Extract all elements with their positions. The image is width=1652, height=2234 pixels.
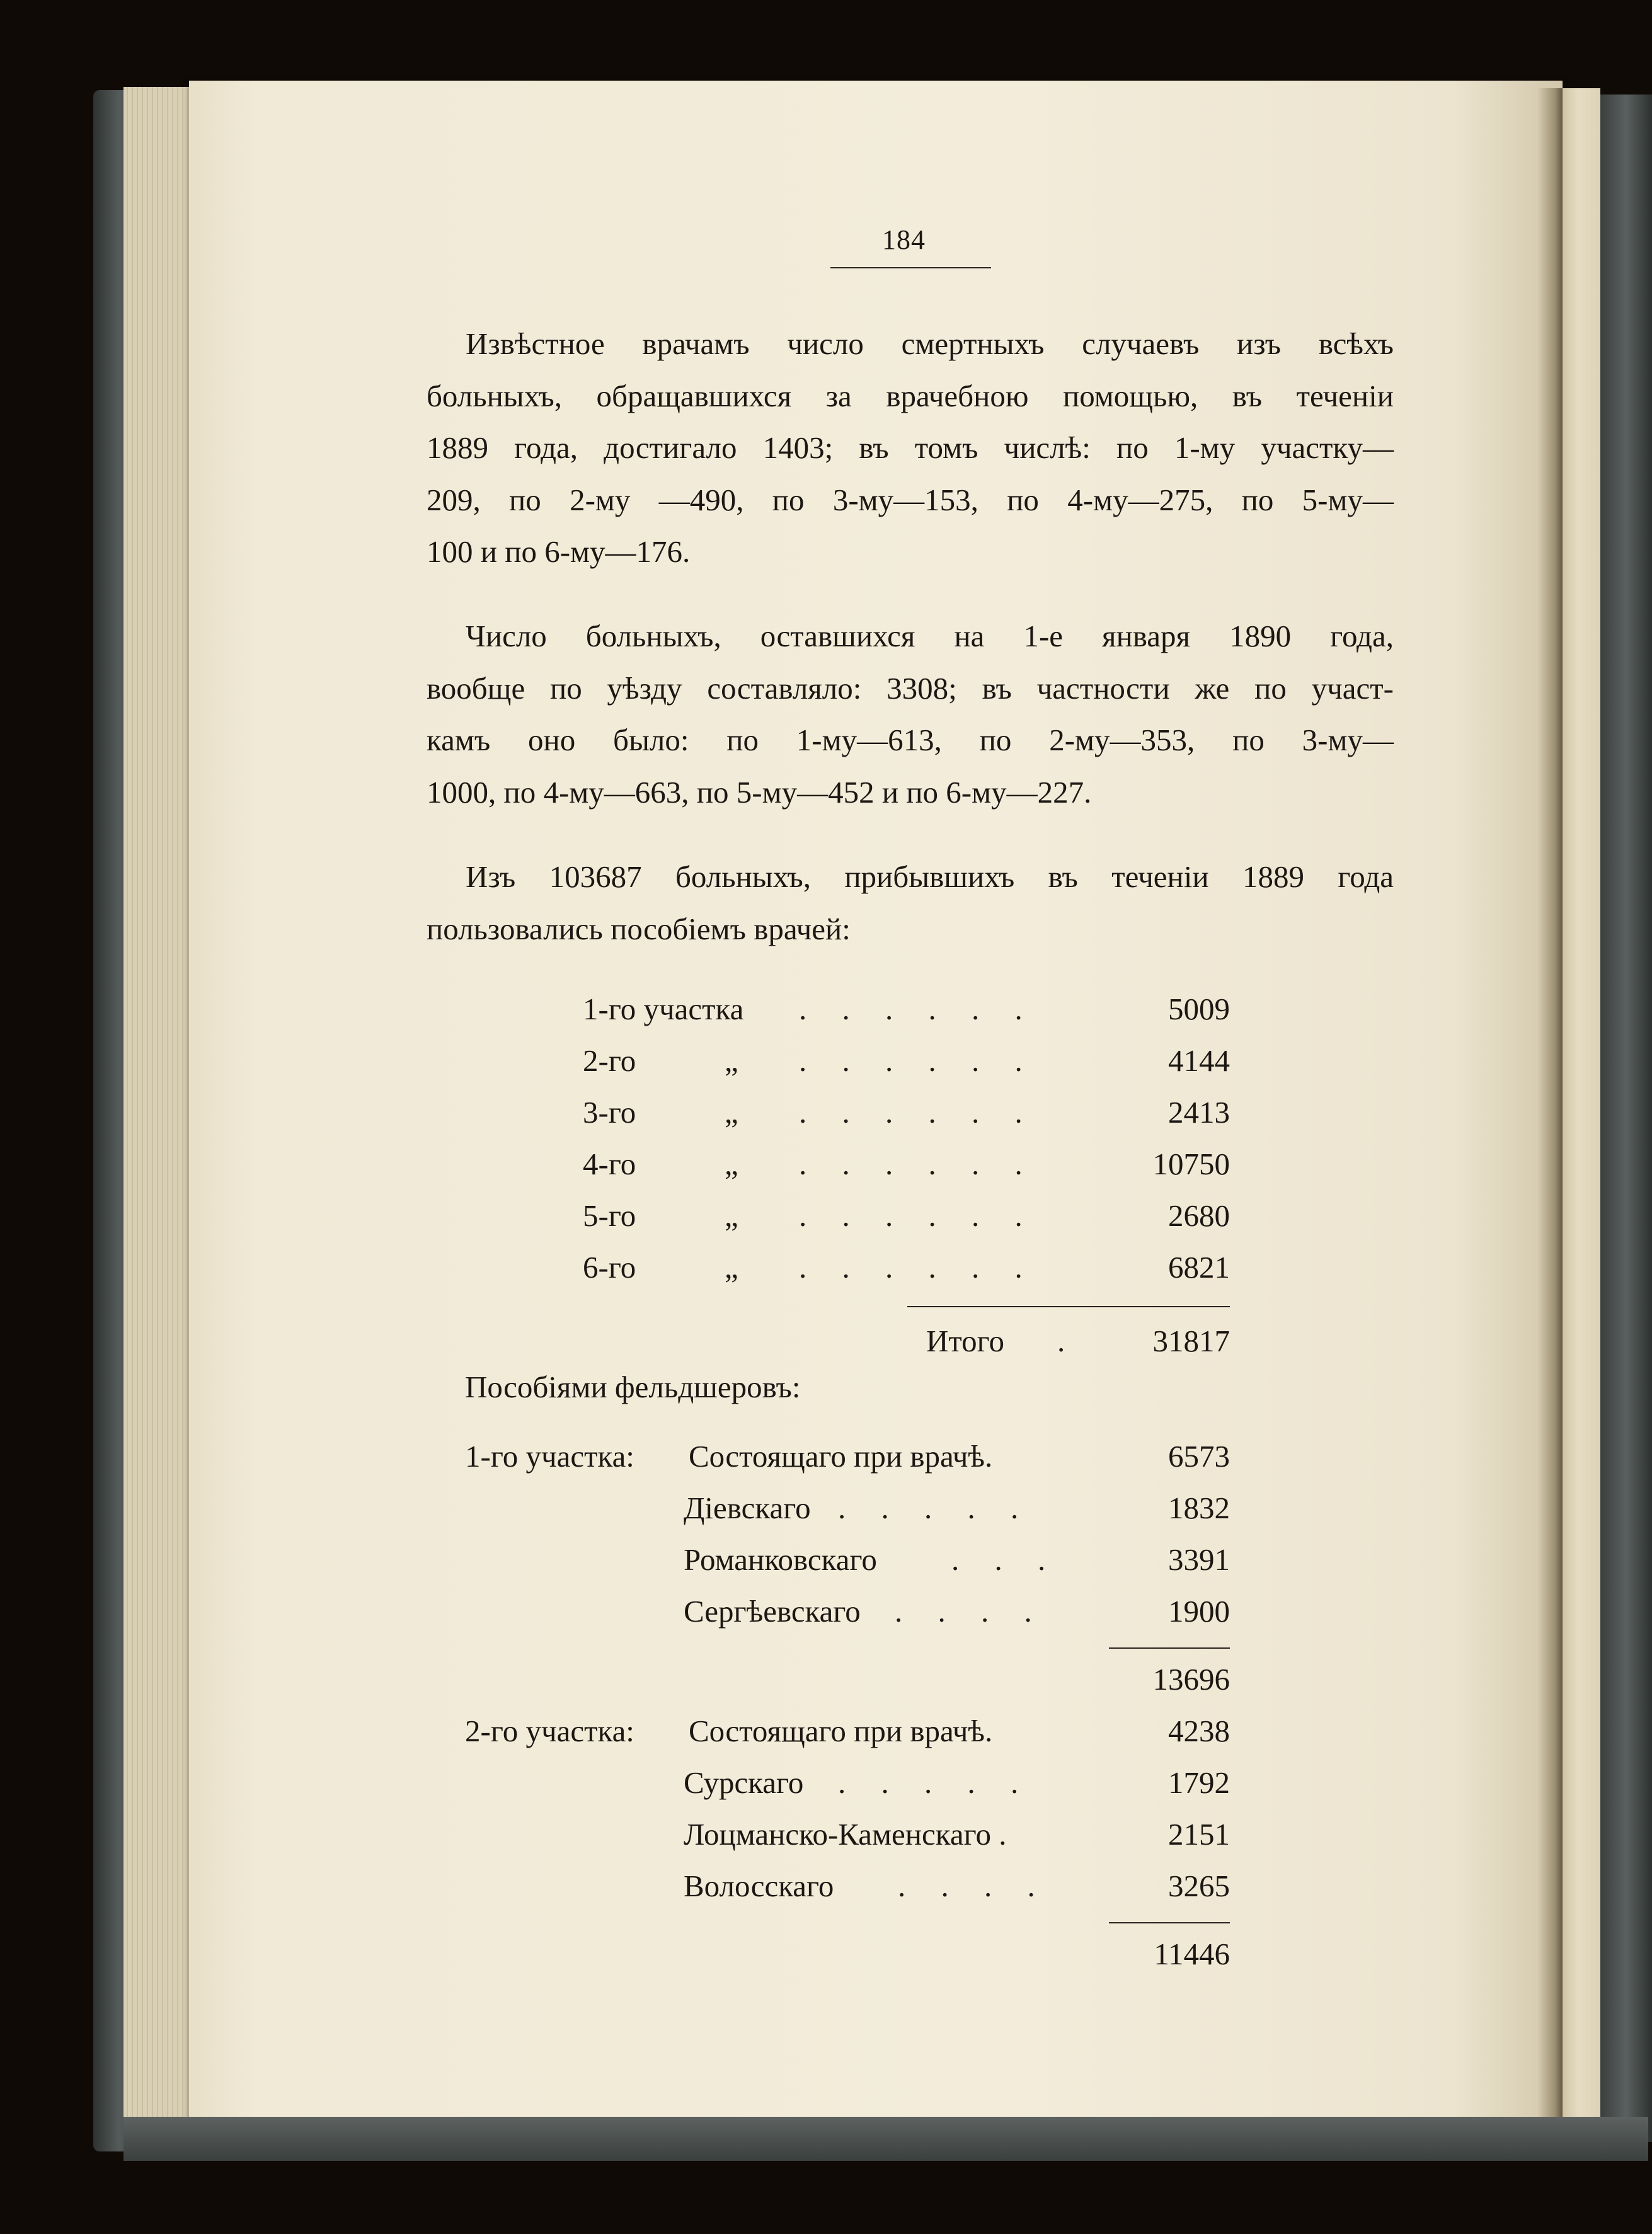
total-label: Итого: [926, 1324, 1005, 1358]
table-row-value: 10750: [1152, 1147, 1230, 1181]
subtotal-value: 13696: [1152, 1662, 1230, 1697]
point-value: 1792: [1168, 1765, 1230, 1800]
text-line: 1000, по 4-му—663, по 5-му—452 и по 6-му—227.: [427, 774, 1092, 810]
point-value: 1900: [1168, 1594, 1230, 1629]
section-label: 2-го участка:: [465, 1714, 634, 1748]
point-name: Діевскаго: [684, 1491, 811, 1525]
text-line: больныхъ, обращавшихся за врачебною помощью, въ теченіи: [427, 378, 1394, 413]
ditto-mark: „: [725, 1043, 738, 1078]
text-line: камъ оно было: по 1-му—613, по 2-му—353, по 3-му—: [427, 723, 1394, 757]
table-row-value: 2680: [1168, 1198, 1230, 1233]
point-value: 1832: [1168, 1491, 1230, 1525]
leader-dots: .: [1057, 1324, 1079, 1358]
point-name: Состоящаго при врачѣ.: [689, 1439, 993, 1474]
sum-rule: [1109, 1647, 1230, 1649]
book-cover-bottom: [123, 2117, 1648, 2161]
page-number-rule: [830, 267, 991, 268]
point-name: Сурскаго: [684, 1765, 804, 1800]
text-line: 209, по 2-му —490, по 3-му—153, по 4-му—275, по 5-му—: [427, 482, 1394, 517]
table-row-label: 3-го: [583, 1095, 636, 1130]
table-row-label: 2-го: [583, 1043, 636, 1078]
leader-dots: . . .: [951, 1542, 1060, 1577]
leader-dots: . . . . . .: [799, 992, 1036, 1026]
point-value: 3265: [1168, 1869, 1230, 1903]
table-row-label: 6-го: [583, 1250, 636, 1285]
total-value: 31817: [1152, 1324, 1230, 1358]
ditto-mark: „: [725, 1147, 738, 1181]
point-name: Состоящаго при врачѣ.: [689, 1714, 993, 1748]
table-row-label: 5-го: [583, 1198, 636, 1233]
text-line: Изъ 103687 больныхъ, прибывшихъ въ теченіи 1889 года: [466, 859, 1394, 894]
point-name: Романковскаго: [684, 1542, 877, 1577]
ditto-mark: „: [725, 1250, 738, 1285]
book-cover-right: [1600, 95, 1652, 2142]
point-name: Сергѣевскаго: [684, 1594, 861, 1629]
leader-dots: . . . . . .: [799, 1043, 1036, 1078]
text-line: 1889 года, достигало 1403; въ томъ числѣ: по 1-му участку—: [427, 430, 1394, 465]
ditto-mark: „: [725, 1198, 738, 1233]
leader-dots: . . . . . .: [799, 1095, 1036, 1130]
text-line: 100 и по 6-му—176.: [427, 534, 691, 569]
leader-dots: . . . . . .: [799, 1198, 1036, 1233]
table-row-value: 4144: [1168, 1043, 1230, 1078]
leader-dots: . . . .: [895, 1594, 1046, 1629]
table-row-value: 2413: [1168, 1095, 1230, 1130]
point-value: 6573: [1168, 1439, 1230, 1474]
sum-rule: [907, 1306, 1230, 1307]
page-gutter: [1537, 88, 1563, 2117]
leader-dots: . . . . .: [838, 1491, 1033, 1525]
table-row-label: 1-го участка: [583, 992, 744, 1026]
text-line: вообще по уѣзду составляло: 3308; въ частности же по участ-: [427, 670, 1394, 706]
ditto-mark: „: [725, 1095, 738, 1130]
table-row-label: 4-го: [583, 1147, 636, 1181]
point-value: 4238: [1168, 1714, 1230, 1748]
text-line: пользовались пособіемъ врачей:: [427, 911, 851, 946]
facing-page-edge: [1563, 88, 1600, 2142]
point-name: Волосскаго: [684, 1869, 834, 1903]
page-number: 184: [882, 224, 926, 255]
leader-dots: . . . . .: [838, 1765, 1033, 1800]
text-line: Число больныхъ, оставшихся на 1-е января 1890 года,: [466, 619, 1394, 653]
paragraph-deaths: [427, 318, 1394, 578]
paragraph-remaining-patients: [427, 610, 1394, 818]
leader-dots: . . . . . .: [799, 1147, 1036, 1181]
subtotal-value: 11446: [1154, 1937, 1230, 1971]
point-value: 3391: [1168, 1542, 1230, 1577]
section-label: 1-го участка:: [465, 1439, 634, 1474]
text-line: Извѣстное врачамъ число смертныхъ случаевъ изъ всѣхъ: [466, 326, 1394, 361]
paragraph-doctor-aid: [427, 851, 1394, 955]
table-row-value: 5009: [1168, 992, 1230, 1026]
leader-dots: . . . . . .: [799, 1250, 1036, 1285]
point-name: Лоцманско-Каменскаго .: [684, 1817, 1007, 1852]
table-row-value: 6821: [1168, 1250, 1230, 1285]
leader-dots: . . . .: [898, 1869, 1049, 1903]
section-heading: Пособіями фельдшеровъ:: [465, 1370, 801, 1404]
sum-rule: [1109, 1922, 1230, 1923]
point-value: 2151: [1168, 1817, 1230, 1852]
